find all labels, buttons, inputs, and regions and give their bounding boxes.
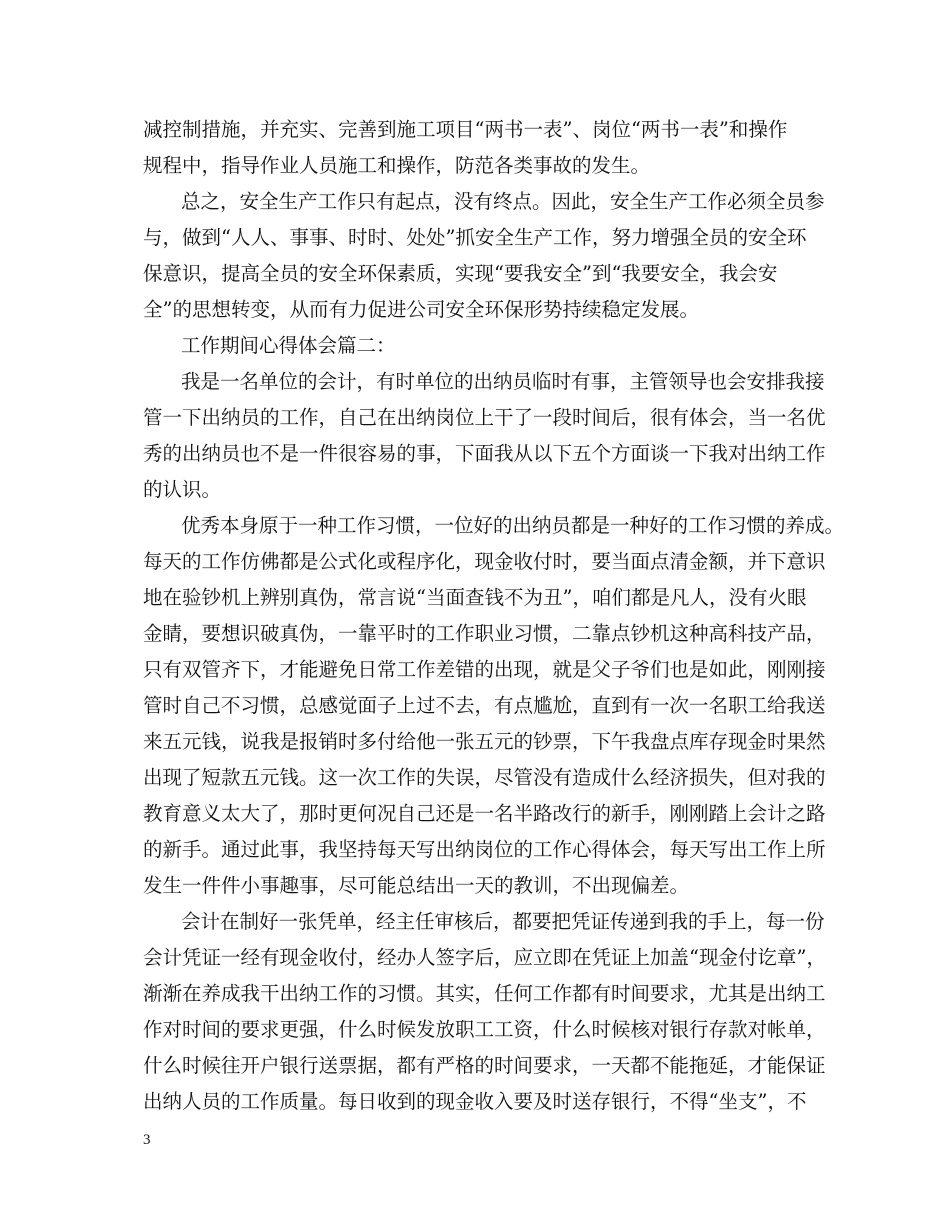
text-line: 渐渐在养成我干出纳工作的习惯。其实，任何工作都有时间要求，尤其是出纳工	[143, 982, 826, 1005]
text-line: 保意识，提高全员的安全环保素质，实现“要我安全”到“我要安全，我会安	[143, 262, 778, 285]
text-line: 减控制措施，并充实、完善到施工项目“两书一表”、岗位“两书一表”和操作	[143, 118, 788, 141]
text-line: 来五元钱，说我是报销时多付给他一张五元的钞票，下午我盘点库存现金时果然	[143, 730, 826, 753]
text-line: 会计凭证一经有现金收付，经办人签字后，应立即在凭证上加盖“现金付讫章”，	[143, 946, 826, 969]
text-line: 的认识。	[143, 478, 222, 501]
text-line: 出现了短款五元钱。这一次工作的失误，尽管没有造成什么经济损失，但对我的	[143, 766, 826, 789]
text-line: 教育意义太大了，那时更何况自己还是一名半路改行的新手，刚刚踏上会计之路	[143, 802, 826, 825]
text-line: 只有双管齐下，才能避免日常工作差错的出现，就是父子爷们也是如此，刚刚接	[143, 658, 826, 681]
paragraph-first-line: 优秀本身原于一种工作习惯，一位好的出纳员都是一种好的工作习惯的养成。	[181, 514, 845, 537]
text-line: 管时自己不习惯，总感觉面子上过不去，有点尴尬，直到有一次一名职工给我送	[143, 694, 826, 717]
section-heading: 工作期间心得体会篇二：	[181, 334, 396, 357]
text-line: 什么时候往开户银行送票据，都有严格的时间要求，一天都不能拖延，才能保证	[143, 1054, 826, 1077]
text-line: 每天的工作仿佛都是公式化或程序化，现金收付时，要当面点清金额，并下意识	[143, 550, 826, 573]
text-line: 秀的出纳员也不是一件很容易的事，下面我从以下五个方面谈一下我对出纳工作	[143, 442, 826, 465]
text-line: 管一下出纳员的工作，自己在出纳岗位上干了一段时间后，很有体会，当一名优	[143, 406, 826, 429]
text-line: 出纳人员的工作质量。每日收到的现金收入要及时送存银行，不得“坐支”，不	[143, 1090, 807, 1113]
text-line: 全”的思想转变，从而有力促进公司安全环保形势持续稳定发展。	[143, 298, 699, 321]
text-line: 金睛，要想识破真伪，一靠平时的工作职业习惯，二靠点钞机这种高科技产品，	[143, 622, 826, 645]
paragraph-first-line: 会计在制好一张凭单，经主任审核后，都要把凭证传递到我的手上，每一份	[181, 910, 825, 933]
text-line: 与，做到“人人、事事、时时、处处”抓安全生产工作，努力增强全员的安全环	[143, 226, 807, 249]
text-line: 发生一件件小事趣事，尽可能总结出一天的教训，不出现偏差。	[143, 874, 690, 897]
text-line: 规程中，指导作业人员施工和操作，防范各类事故的发生。	[143, 154, 651, 177]
paragraph-first-line: 我是一名单位的会计，有时单位的出纳员临时有事，主管领导也会安排我接	[181, 370, 825, 393]
text-line: 地在验钞机上辨别真伪，常言说“当面查钱不为丑”，咱们都是凡人，没有火眼	[143, 586, 807, 609]
text-line: 的新手。通过此事，我坚持每天写出纳岗位的工作心得体会，每天写出工作上所	[143, 838, 826, 861]
paragraph-first-line: 总之，安全生产工作只有起点，没有终点。因此，安全生产工作必须全员参	[181, 190, 825, 213]
text-line: 作对时间的要求更强，什么时候发放职工工资，什么时候核对银行存款对帐单，	[143, 1018, 826, 1041]
page-number: 3	[143, 1132, 151, 1148]
